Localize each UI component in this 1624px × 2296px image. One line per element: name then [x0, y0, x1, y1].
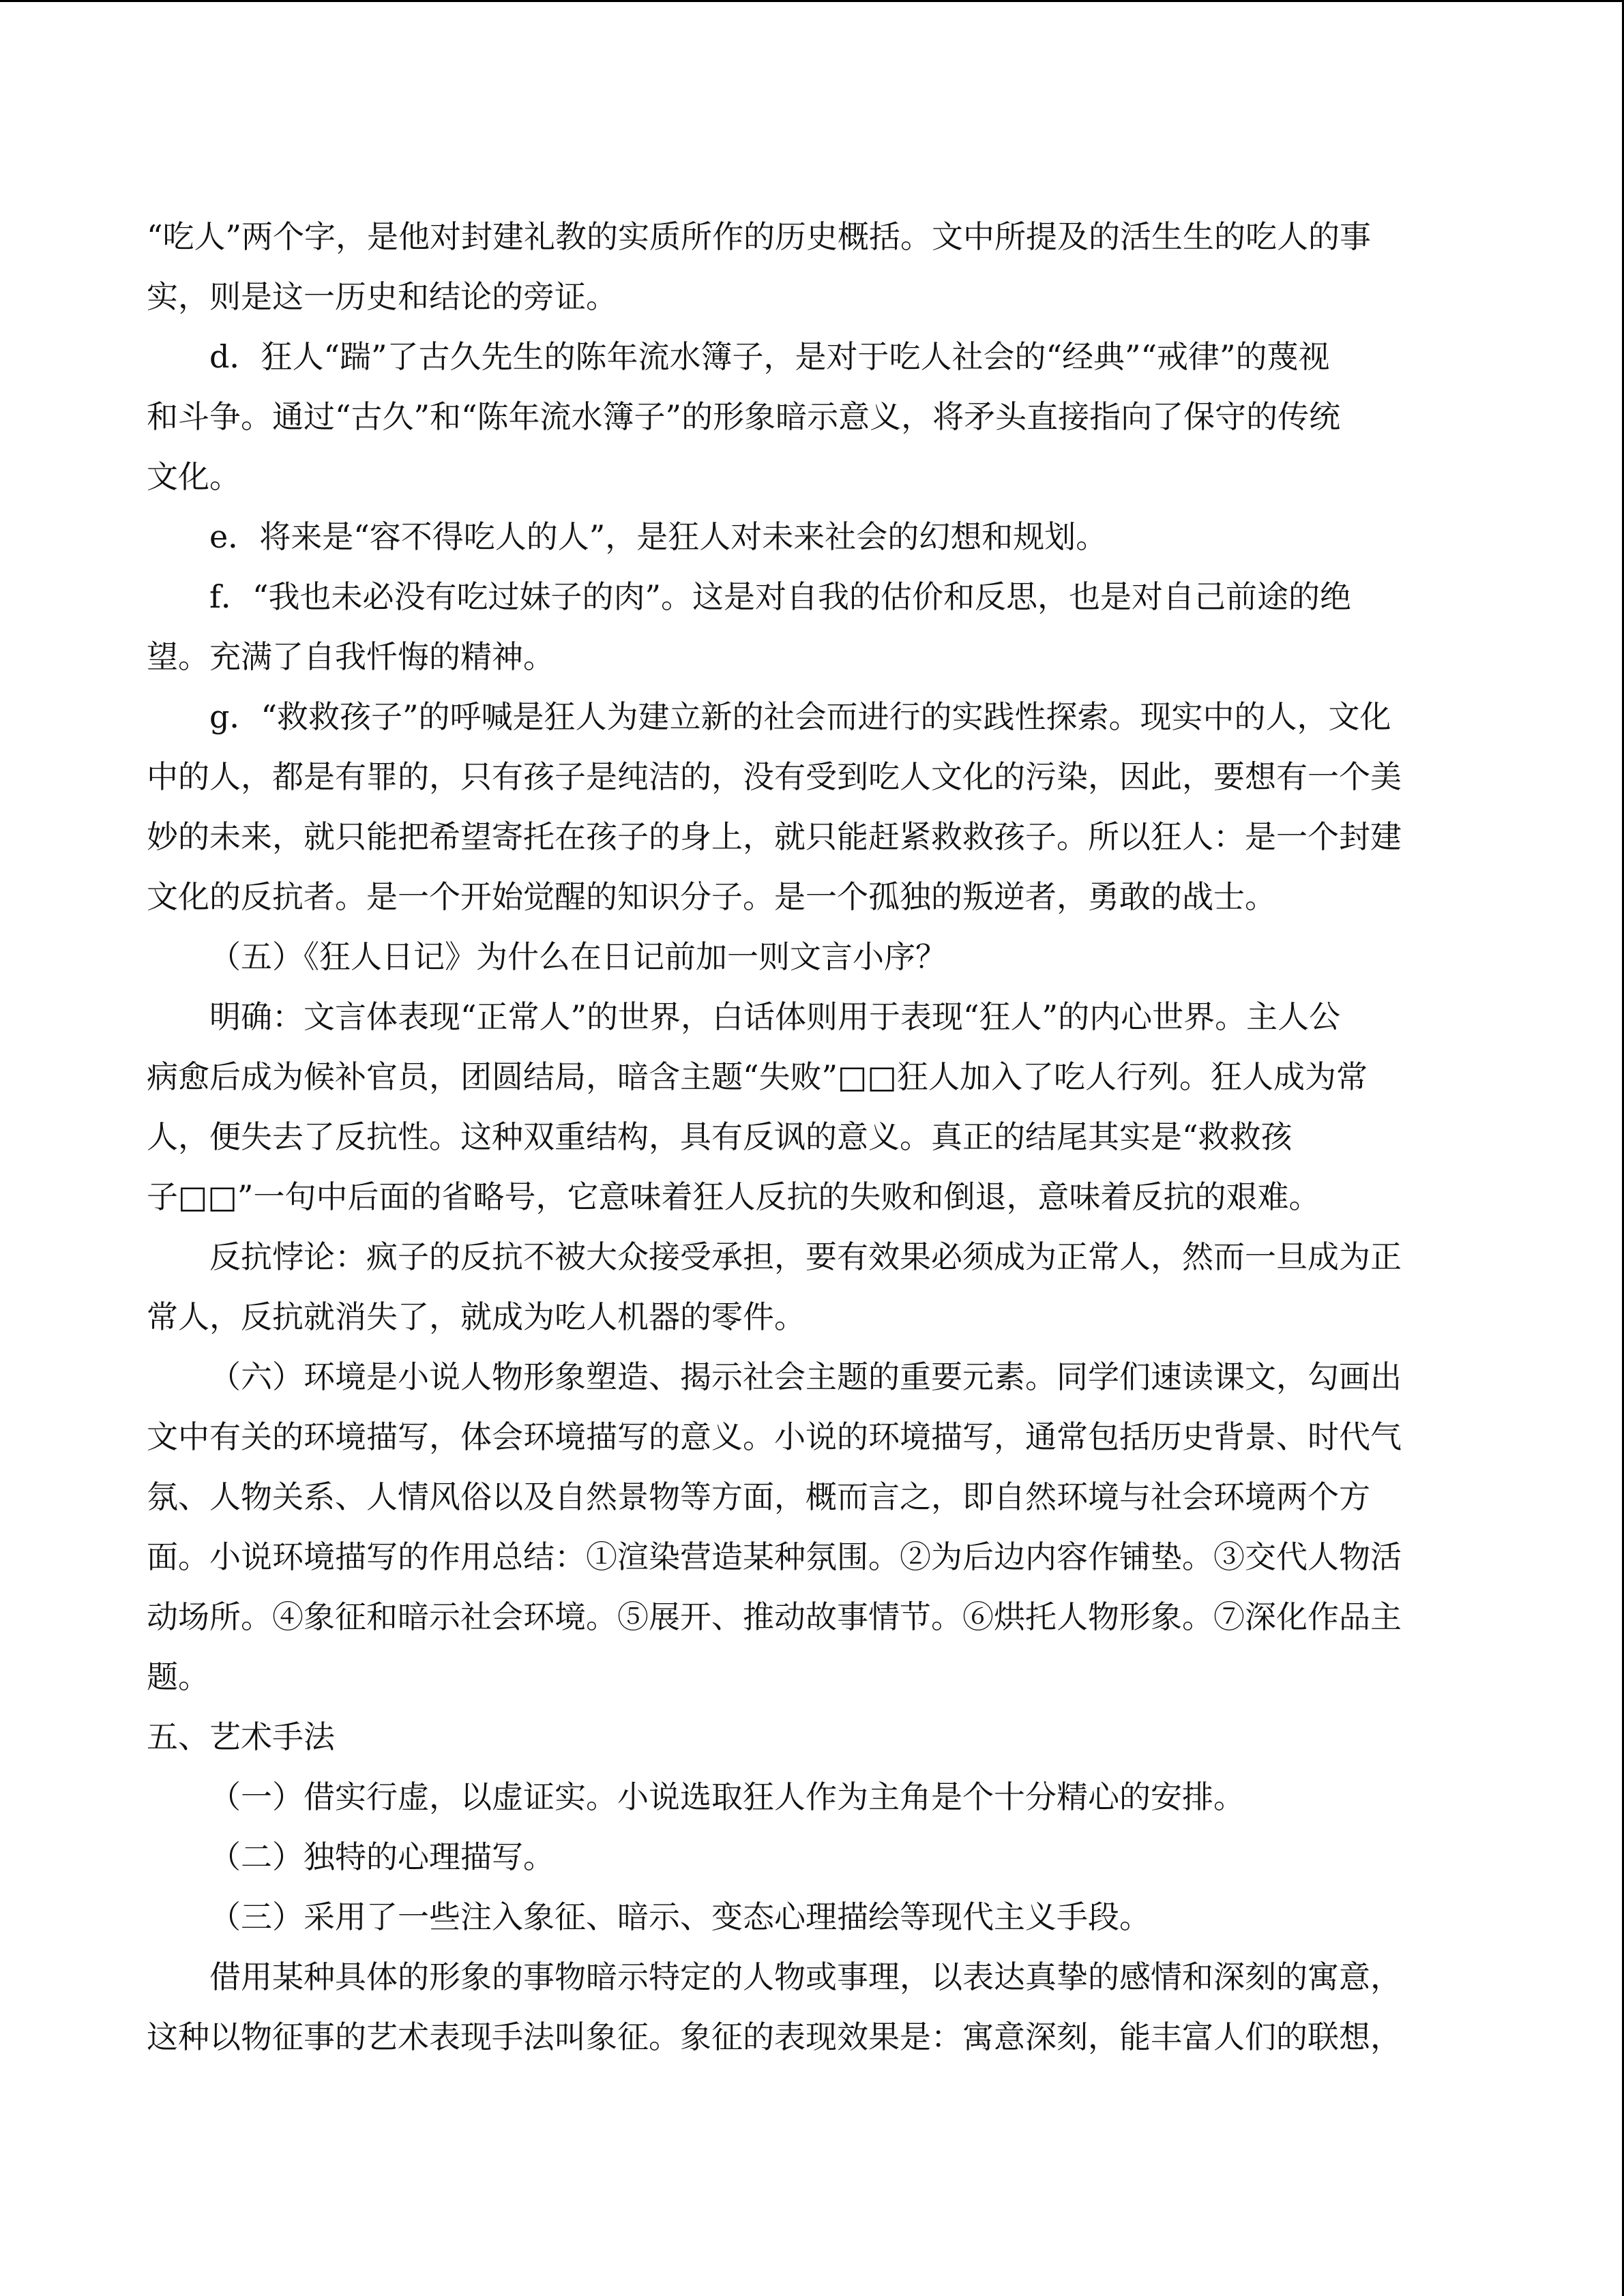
text-line: （五）《狂人日记》为什么在日记前加一则文言小序？: [209, 938, 947, 975]
text-line: 中的人，都是有罪的，只有孩子是纯洁的，没有受到吃人文化的污染，因此，要想有一个美: [147, 758, 1402, 795]
text-line: 题。: [147, 1658, 209, 1695]
text-line: d．狂人“踹”了古久先生的陈年流水簿子，是对于吃人社会的“经典”“戒律”的蔑视: [209, 338, 1330, 375]
text-line: 子□□”一句中后面的省略号，它意味着狂人反抗的失败和倒退，意味着反抗的艰难。: [147, 1178, 1320, 1215]
text-line: （一）借实行虚，以虚证实。小说选取狂人作为主角是个十分精心的安排。: [209, 1778, 1245, 1815]
text-line: （六）环境是小说人物形象塑造、揭示社会主题的重要元素。同学们速读课文，勾画出: [209, 1358, 1402, 1395]
text-line: 借用某种具体的形象的事物暗示特定的人物或事理，以表达真挚的感情和深刻的寓意，: [209, 1958, 1402, 1995]
text-line: 文中有关的环境描写，体会环境描写的意义。小说的环境描写，通常包括历史背景、时代气: [147, 1418, 1402, 1455]
text-line: 面。小说环境描写的作用总结：①渲染营造某种氛围。②为后边内容作铺垫。③交代人物活: [147, 1538, 1402, 1575]
text-line: e．将来是“容不得吃人的人”，是狂人对未来社会的幻想和规划。: [209, 518, 1108, 555]
text-line: 望。充满了自我忏悔的精神。: [147, 638, 555, 675]
text-line: 和斗争。通过“古久”和“陈年流水簿子”的形象暗示意义，将矛头直接指向了保守的传统: [147, 398, 1341, 435]
text-line: 反抗悖论：疯子的反抗不被大众接受承担，要有效果必须成为正常人，然而一旦成为正: [209, 1238, 1402, 1275]
text-line: （二）独特的心理描写。: [209, 1838, 555, 1875]
text-line: 五、艺术手法: [147, 1718, 335, 1755]
text-line: （三）采用了一些注入象征、暗示、变态心理描绘等现代主义手段。: [209, 1898, 1151, 1935]
text-line: 实，则是这一历史和结论的旁证。: [147, 278, 617, 315]
text-line: 明确：文言体表现“正常人”的世界，白话体则用于表现“狂人”的内心世界。主人公: [209, 998, 1341, 1035]
text-line: “吃人”两个字，是他对封建礼教的实质所作的历史概括。文中所提及的活生生的吃人的事: [147, 218, 1372, 255]
text-line: 妙的未来，就只能把希望寄托在孩子的身上，就只能赶紧救救孩子。所以狂人：是一个封建: [147, 818, 1402, 855]
text-line: f．“我也未必没有吃过妹子的肉”。这是对自我的估价和反思，也是对自己前途的绝: [209, 578, 1352, 615]
text-line: 文化的反抗者。是一个开始觉醒的知识分子。是一个孤独的叛逆者，勇敢的战士。: [147, 878, 1276, 915]
document-body: [147, 207, 1483, 2067]
text-line: 人，便失去了反抗性。这种双重结构，具有反讽的意义。真正的结尾其实是“救救孩: [147, 1118, 1293, 1155]
text-line: g．“救救孩子”的呼喊是狂人为建立新的社会而进行的实践性探索。现实中的人，文化: [209, 698, 1391, 735]
text-line: 文化。: [147, 458, 241, 495]
text-line: 病愈后成为候补官员，团圆结局，暗含主题“失败”□□狂人加入了吃人行列。狂人成为常: [147, 1058, 1368, 1095]
text-line: 氛、人物关系、人情风俗以及自然景物等方面，概而言之，即自然环境与社会环境两个方: [147, 1478, 1370, 1515]
text-line: 这种以物征事的艺术表现手法叫象征。象征的表现效果是：寓意深刻，能丰富人们的联想，: [147, 2018, 1402, 2055]
text-line: 常人，反抗就消失了，就成为吃人机器的零件。: [147, 1298, 806, 1335]
text-line: 动场所。④象征和暗示社会环境。⑤展开、推动故事情节。⑥烘托人物形象。⑦深化作品主: [147, 1598, 1402, 1635]
